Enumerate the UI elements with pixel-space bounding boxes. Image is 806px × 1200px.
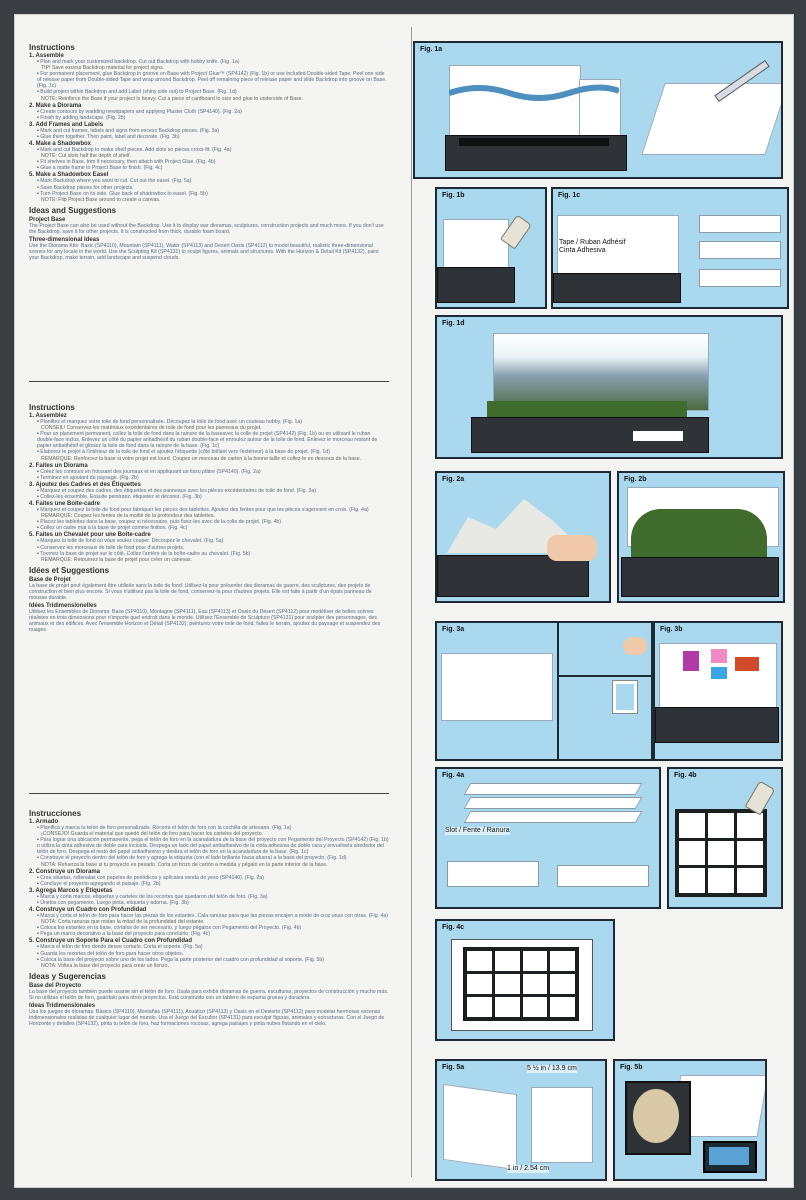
- step-line: • Create contours by wadding newspapers and applying Plaster Cloth (SP4140). (Fig. 2a): [37, 109, 389, 115]
- map-canvas: [703, 1141, 757, 1173]
- tape-label: Tape / Ruban Adhésif Cinta Adhesiva: [559, 239, 626, 254]
- step-title: 3. Agrega Marcos y Etiquetas: [29, 887, 113, 894]
- step-line: • Para lograr una ubicación permanente, pega el telón de foro en la acanaladura de la base del proyecto con Pegamento del Proyecto (SP4142) (Fig. 1b) o utiliza la cinta adhesiva de doble cara incluida. Despega un lado del papel antiadhesivo de la cinta adhesiva de doble cara y envuélvela alrededor del telón de foro. Despega el resto del papel antiadhesivo y desliza el telón de foro en la acanaladura de la base. (Fig. 1c): [37, 837, 389, 855]
- figure-label: Fig. 1d: [442, 320, 465, 327]
- shadowbox-grid: [675, 809, 767, 897]
- idea-text: La base del proyecto también puede usarse sin el telón de foro. Usala para exhibir dioramas de guerra, esculturas, proyectos de construcción y mucho más. Si no utilizas el telón de foro, guárdalo para otros proyectos. Está construido con un tablero de espuma gruesa y duradera.: [29, 988, 389, 1001]
- tape-strip: [699, 269, 781, 287]
- step-line: • Fit shelves in Base, trim if necessary, then attach with Project Glue. (Fig. 4b): [37, 159, 389, 165]
- step-line: • Turn Project Base on its side. Glue back of shadowbox to easel. (Fig. 5b): [37, 191, 389, 197]
- step-note: NOTA: Corta ranuras que midan la mitad de la profundidad del estante.: [41, 919, 205, 926]
- step-note: REMARQUE: Renforcez la base si votre projet est lourd. Coupez un morceau de carton à la bonne taille et collez-le en dessous de la base.: [41, 455, 362, 462]
- figure-label: Fig. 3a: [442, 626, 465, 633]
- step-line: • Pega un marco decorativo a la base del proyecto para concluirlo. (Fig. 4c): [37, 931, 389, 937]
- tape-strip: [699, 215, 781, 233]
- step-line: • Crea siluetas, rellenalas con papeles de periódicos y aplícales venda de yeso (SP4140). (Fig. 2a): [37, 875, 389, 881]
- step-line: • Collez un cadre mat à la base de projet comme finition. (Fig. 4c): [37, 525, 389, 531]
- step-line: • Plan and mark your customized backdrop. Cut out Backdrop with hobby knife. (Fig. 1a): [37, 59, 389, 65]
- figure-1b: [435, 187, 547, 309]
- step-title: 3. Add Frames and Labels: [29, 121, 104, 128]
- step-line: • Mark and cut Backdrop to make shelf pieces. Add slots so pieces cross-fit. (Fig. 4a): [37, 147, 389, 153]
- step-line: • Coloca la base del proyecto sobre uno de los lados. Pega la parte posterior del cuadro con profundidad al soporte. (Fig. 5b): [37, 957, 389, 963]
- shadowbox-grid: [463, 947, 579, 1021]
- figure-2b: [617, 471, 785, 603]
- idea-title: Project Base: [29, 216, 66, 223]
- project-base: [437, 555, 589, 597]
- figure-label: Fig. 4b: [674, 772, 697, 779]
- ideas-heading: Idées et Suggestions: [29, 565, 110, 575]
- step-line: • Marquez et coupez des cadres, des étiquettes et des panneaux avec les pièces excédentaires de toile de fond. (Fig. 3a): [37, 488, 389, 494]
- measure-bottom: 1 in / 2.54 cm: [507, 1165, 550, 1172]
- figure-1a: [413, 41, 783, 179]
- frame-piece: [613, 681, 637, 713]
- backdrop-sheet: [641, 83, 783, 155]
- decorated-frame: [711, 667, 727, 679]
- step-note: REMARQUE: Retournez la base de projet pour créer un canevas.: [41, 556, 193, 563]
- step-title: 5. Construye un Soporte Para el Cuadro con Profundidad: [29, 938, 193, 945]
- step-line: • Finish by adding landscape. (Fig. 2b): [37, 115, 389, 121]
- step-line: • Marquez la toile de fond où vous voulez couper. Découpez le chevalet. (Fig. 5a): [37, 538, 389, 544]
- idea-title: Base de Projet: [29, 576, 71, 583]
- step-title: 1. Assemble: [29, 53, 64, 59]
- step-title: 1. Assemblez: [29, 413, 67, 419]
- grass-landscape: [631, 509, 767, 559]
- step-title: 2. Construye un Diorama: [29, 868, 101, 875]
- project-base: [621, 557, 779, 597]
- panel-divider: [557, 623, 559, 759]
- figure-3a: [435, 621, 653, 761]
- figure-label: Fig. 1a: [420, 46, 443, 53]
- idea-text: Utilisez les Ensembles de Diorama: Base (SP4110), Montagne (SP4111), Eau (SP4113) et Oasis du Désert (SP4112) pour modéliser de belles scènes réalistes en trois dimensions pour n'importe quel endroit dans le monde. Utilisez l'Ensemble de Sculpture (SP4131) pour sculpter des personnages, des animaux et des édifices. Avec l'ensemble Horizon et Détail (SP4132), peinturez votre toile de fond, faites le terrain, ajoutez du paysage et suspendez des nuages.: [29, 609, 381, 634]
- figure-label: Fig. 4a: [442, 772, 465, 779]
- ideas-heading: Ideas y Sugerencias: [29, 971, 106, 981]
- shelf-cross-fit: [557, 865, 649, 887]
- step-title: 1. Armado: [29, 819, 59, 825]
- step-line: • Créez les contours en froissant des journaux et en appliquant un tissu plâtre (SP4140). (Fig. 2a): [37, 469, 389, 475]
- step-line: • Marca y corta el telón de foro para hacer las piezas de los estantes. Cala ranuras para que las piezas encajen a modo de cruz unas con otras. (Fig. 4a): [37, 913, 389, 919]
- french-section: [29, 403, 389, 633]
- step-line: • Élaborez le projet à l'intérieur de la toile de fond et ajoutez l'étiquette (côté brillant vers l'extérieur) à la base de projet. (Fig. 1d): [37, 449, 389, 455]
- decorated-frame: [711, 649, 727, 663]
- step-note: NOTA: Voltea la base del proyecto para crear un lienzo.: [41, 962, 169, 969]
- idea-text: Use the Diorama Kits: Basic (SP4110), Mountain (SP4111), Water (SP4113) and Desert Oasis (SP4112) to model beautiful, realistic three-dimensional scenes for any locale in the world. Use the Sculpting Kit (SP4131) to sculpt figures, animals and structures. With the Horizon & Detail Kit (SP4132), paint your Backdrop, make terrain, add landscape and suspend clouds.: [29, 242, 379, 262]
- idea-text: The Project Base can also be used without the Backdrop. Use it to display war dioramas, sculptures, construction projects and much more. If you don't use the Backdrop, save it for other projects. It is constructed from thick, durable foam board.: [29, 222, 384, 235]
- step-title: 5. Make a Shadowbox Easel: [29, 172, 109, 179]
- step-note: NOTA: Refuerza la base si tu proyecto es pesado. Corta un trozo de cartón a medida y pégalo en la parte inferior de la base.: [41, 861, 328, 868]
- figure-label: Fig. 4c: [442, 924, 465, 931]
- step-title: 2. Faites un Diorama: [29, 462, 88, 469]
- project-base: [437, 267, 515, 303]
- step-line: • Mark Backdrop where you want to cut. Cut out the easel. (Fig. 5a): [37, 178, 389, 184]
- mountain-backdrop: [493, 333, 709, 411]
- sculpted-mask: [633, 1089, 679, 1143]
- step-line: • Placez les tablettes dans la base, coupez si nécessaire, puis fixez-les avec de la colle de projet. (Fig. 4b): [37, 519, 389, 525]
- ideas-heading: Ideas and Suggestions: [29, 205, 117, 215]
- decorated-frame: [735, 657, 759, 671]
- step-line: • Conservez les morceaux de toile de fond pour d'autres projets.: [37, 545, 389, 551]
- instruction-sheet: [14, 14, 794, 1188]
- figure-4c: [435, 919, 615, 1041]
- step-line: • Planifiez et marquez votre toile de fond personnalisée. Découpez la toile de fond avec un couteau hobby. (Fig. 1a): [37, 419, 389, 425]
- idea-text: Usa los juegos de dioramas: Básico (SP4110), Montañas (SP4111), Acuático (SP4113) y Oasis en el Desierto (SP4112) para modelar hermosas escenas tridimensionales realistas de cualquier lugar del mundo. Usa el Juego del Escultor (SP4131) para esculpir figuras, animales y estructuras. Con el Juego de Horizonte y detalles (SP4132), pinta tu telón de foro, haz formaciones rocosas, agrega paisajes y pinta nubes flotando en el cielo.: [29, 1008, 385, 1028]
- step-line: • Glue them together. Then paint, label and decorate. (Fig. 3b): [37, 134, 389, 140]
- step-line: • Tournez la base de projet sur le côté. Collez l'arrière de la boîte-cadre au chevalet. (Fig. 5b): [37, 551, 389, 557]
- step-note: ¡CONSEJO! Guarda el material que quedó del telón de foro para hacer los carteles del proyecto.: [41, 831, 264, 838]
- figure-4a: [435, 767, 661, 909]
- step-line: • Save Backdrop pieces for other projects.: [37, 185, 389, 191]
- step-line: • Collez-les ensemble. Ensuite peinturez, étiquetez et décorez. (Fig. 3b): [37, 494, 389, 500]
- figure-label: Fig. 1b: [442, 192, 465, 199]
- slot-label: Slot / Fente / Ranura: [445, 827, 510, 834]
- idea-title: Ideas Tridimensionales: [29, 1002, 96, 1009]
- project-base: [553, 273, 681, 303]
- hand-icon: [547, 535, 597, 561]
- figure-label: Fig. 5a: [442, 1064, 465, 1071]
- tape-strip: [699, 241, 781, 259]
- easel-panel: [443, 1084, 517, 1170]
- step-line: • Marca el telón de foro donde desee cortarlo. Corta el soporte. (Fig. 5a): [37, 944, 389, 950]
- backdrop-panel: [443, 219, 509, 269]
- idea-title: Idées Tridimensionelles: [29, 603, 97, 610]
- shelf-cross-fit: [447, 861, 539, 887]
- step-line: • Pour un placement permanent, collez la toile de fond dans la rainure de la baseavec la colle de projet (SP4142) (Fig. 1b) ou en utilisant le ruban double-face inclus. Enlevez un côté du papier antiadhésif du ruban double-face et enroulez autour de la toile de fond. Enlevez le morceau restant de papier antiadhésif et glissez la toile de fond dans la rainure de la base. (Fig. 1c): [37, 431, 389, 449]
- figure-1c: [551, 187, 789, 309]
- idea-text: La base de projet peut également être utilisée sans la toile de fond. Utilisez-la pour présenter des dioramas de guerre, des sculptures, des projets de construction et bien plus encore. Si vous n'utilisez pas la toile de fond, conservez-la pour d'autres projets. Elle est faite à partir d'un épais panneau de mousse durable.: [29, 582, 372, 601]
- base-groove: [459, 138, 609, 146]
- step-line: • Terminez en ajoutant du paysage. (Fig. 2b): [37, 475, 389, 481]
- figure-2a: [435, 471, 611, 603]
- step-line: • Únelos con pegamento. Luego pinta, etiqueta y adorna. (Fig. 3b): [37, 900, 389, 906]
- step-line: • Glue a matte frame to Project Base to finish. (Fig. 4c): [37, 165, 389, 171]
- step-note: CONSEIL! Conservez les matériaux excédentaires de toile de fond pour les panneaux du projet.: [41, 425, 262, 432]
- english-section: [29, 43, 389, 261]
- section-heading: Instructions: [29, 43, 75, 52]
- idea-title: Three-dimensional Ideas: [29, 236, 100, 243]
- figure-label: Fig. 2a: [442, 476, 465, 483]
- cut-line: [449, 83, 619, 103]
- step-title: 4. Make a Shadowbox: [29, 141, 92, 148]
- column-divider: [411, 27, 412, 1177]
- step-line: • Planifica y marca tu telón de foro personalizado. Recorta el telón de foro con la cuchilla de artesano. (Fig. 1a): [37, 825, 389, 831]
- easel-panel: [531, 1087, 593, 1163]
- measure-top: 5 ½ in / 13.9 cm: [527, 1065, 577, 1072]
- step-line: • Coloca los estantes en la base, córtalos de ser necesario, y luego pégalos con Pegamento del Proyecto. (Fig. 4b): [37, 925, 389, 931]
- step-title: 3. Ajoutez des Cadres et des Étiquettes: [29, 481, 141, 488]
- figure-label: Fig. 2b: [624, 476, 647, 483]
- backdrop-panel: [441, 653, 553, 721]
- figure-label: Fig. 3b: [660, 626, 683, 633]
- figure-label: Fig. 1c: [558, 192, 581, 199]
- section-heading: Instructions: [29, 403, 75, 412]
- step-note: NOTE: Cut slots half the depth of shelf.: [41, 153, 131, 160]
- figure-5a: [435, 1059, 607, 1181]
- step-title: 4. Faites une Boîte-cadre: [29, 501, 101, 508]
- step-line: • Marca y corta marcos, etiquetas y carteles de los recortes que quedaron del telón de foro. (Fig. 3a): [37, 894, 389, 900]
- step-note: TIP! Save excess Backdrop material for project signs.: [41, 65, 165, 72]
- figure-label: Fig. 5b: [620, 1064, 643, 1071]
- shelf-piece: [464, 811, 643, 823]
- project-base: [655, 707, 779, 743]
- idea-title: Base del Proyecto: [29, 982, 82, 989]
- step-note: NOTE: Reinforce the Base if your project is heavy. Cut a piece of cardboard to size and glue to underside of Base.: [41, 95, 304, 102]
- decorated-frame: [683, 651, 699, 671]
- hand-icon: [623, 637, 647, 655]
- step-line: • Guarda los recortes del telón de foro para hacer otros objetos.: [37, 951, 389, 957]
- divider: [29, 381, 389, 382]
- project-label: [633, 431, 683, 441]
- step-line: • Construye el proyecto dentro del telón de foro y agrega la etiqueta (con el lado brillante hacia afuera) a la base del proyecto. (Fig. 1d): [37, 855, 389, 861]
- step-line: • Marquez et coupez la toile de fond pour fabriquer les pièces des tablettes. Ajoutez des fentes pour que les pièces s'agencent en croix. (Fig. 4a): [37, 507, 389, 513]
- step-title: 2. Make a Diorama: [29, 102, 82, 109]
- step-line: • Build project within Backdrop and add Label (shiny side out) to Project Base. (Fig. 1d): [37, 89, 389, 95]
- panel-divider: [557, 675, 651, 677]
- figure-1d: [435, 315, 783, 459]
- figure-3b: [653, 621, 783, 761]
- step-note: REMARQUE: Coupez les fentes de la moitié de la profondeur des tablettes.: [41, 513, 215, 520]
- step-note: NOTE: Flip Project Base around to create a canvas.: [41, 196, 161, 203]
- spanish-section: [29, 809, 389, 1027]
- step-title: 4. Construye un Cuadro con Profundidad: [29, 907, 147, 914]
- divider: [29, 793, 389, 794]
- text-column: [29, 27, 389, 1177]
- shelf-piece: [464, 797, 643, 809]
- section-heading: Instrucciones: [29, 809, 82, 818]
- step-line: • Concluye el proyecto agregando el paisaje. (Fig. 2b): [37, 881, 389, 887]
- step-title: 5. Faites un Chevalet pour une Boîte-cadre: [29, 532, 151, 539]
- figure-5b: [613, 1059, 767, 1181]
- step-line: • For permanent placement, glue Backdrop in groove on Base with Project Glue™ (SP4142) (Fig. 1b) or use included Double-sided Tape. Peel one side of release paper from Double-sided Tape and wrap around Backdrop. Peel off remaining piece of release paper and slide Backdrop into groove on Base. (Fig. 1c): [37, 71, 389, 89]
- figure-4b: [667, 767, 783, 909]
- step-line: • Mark and cut frames, labels and signs from excess Backdrop pieces. (Fig. 3a): [37, 128, 389, 134]
- shelf-piece: [464, 783, 643, 795]
